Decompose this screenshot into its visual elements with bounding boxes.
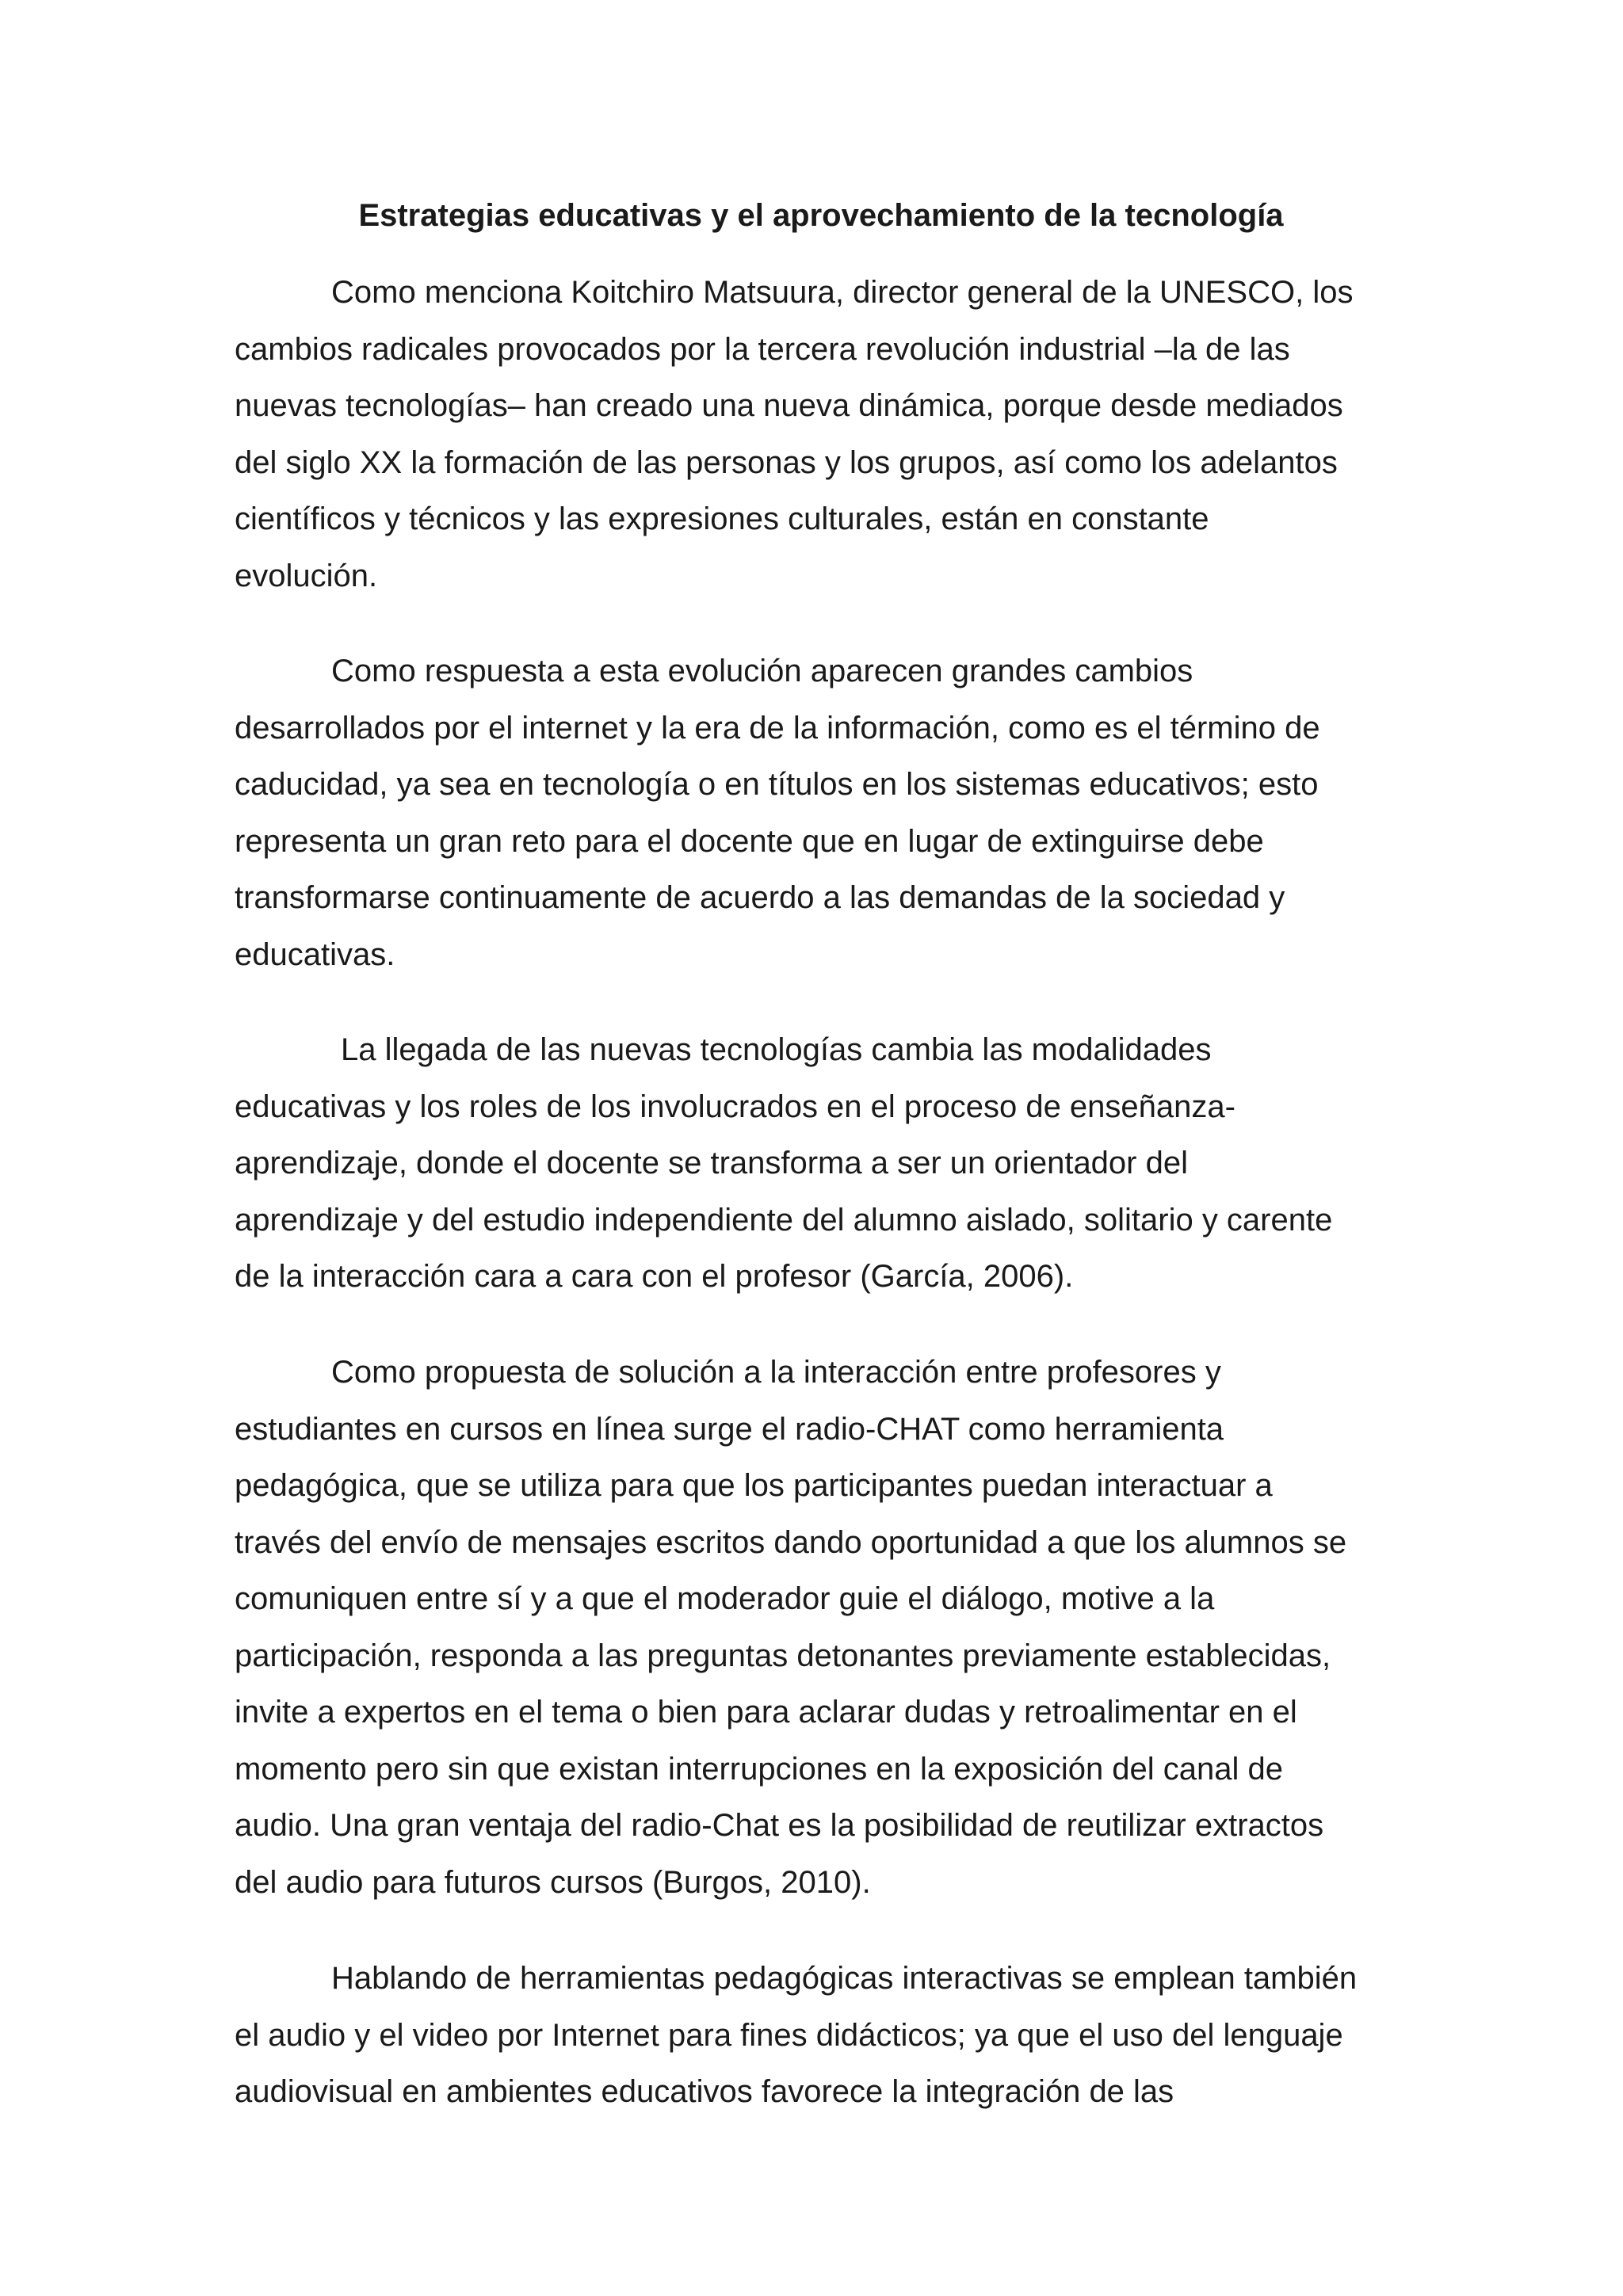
paragraph-line: evolución. [235, 558, 378, 593]
paragraph-line: educativas y los roles de los involucrados en el proceso de enseñanza- [235, 1089, 1235, 1124]
paragraph-line: de la interacción cara a cara con el profesor (García, 2006). [235, 1259, 1074, 1294]
paragraph-line: través del envío de mensajes escritos dando oportunidad a que los alumnos se [235, 1524, 1347, 1560]
paragraph-line: aprendizaje y del estudio independiente del alumno aislado, solitario y carente [235, 1202, 1333, 1238]
paragraph-line: audio. Una gran ventaja del radio-Chat es la posibilidad de reutilizar extractos [235, 1808, 1324, 1843]
paragraph-line: comuniquen entre sí y a que el moderador guie el diálogo, motive a la [235, 1581, 1215, 1616]
paragraph-line: audiovisual en ambientes educativos favorece la integración de las [235, 2074, 1174, 2109]
paragraph-line: caducidad, ya sea en tecnología o en títulos en los sistemas educativos; esto [235, 767, 1319, 802]
paragraph-line: estudiantes en cursos en línea surge el radio-CHAT como herramienta [235, 1411, 1224, 1447]
paragraph-line: Como propuesta de solución a la interacción entre profesores y [331, 1355, 1221, 1390]
paragraph-line: invite a expertos en el tema o bien para aclarar dudas y retroalimentar en el [235, 1695, 1297, 1730]
paragraph-4 [235, 1344, 1346, 1911]
document-title: Estrategias educativas y el aprovechamiento de la tecnología [358, 198, 1284, 233]
paragraph-line: desarrollados por el internet y la era de la información, como es el término de [235, 710, 1320, 746]
paragraph-line: científicos y técnicos y las expresiones culturales, están en constante [235, 502, 1209, 536]
paragraph-line: aprendizaje, donde el docente se transforma a ser un orientador del [235, 1146, 1188, 1180]
paragraph-line: el audio y el video por Internet para fines didácticos; ya que el uso del lenguaje [235, 2017, 1343, 2053]
paragraph-1 [235, 265, 1353, 605]
paragraph-line: transformarse continuamente de acuerdo a las demandas de la sociedad y [235, 880, 1285, 915]
paragraph-line: cambios radicales provocados por la tercera revolución industrial –la de las [235, 331, 1290, 367]
paragraph-2 [235, 643, 1320, 983]
paragraph-5 [235, 1951, 1357, 2121]
paragraph-line: nuevas tecnologías– han creado una nueva dinámica, porque desde mediados [235, 388, 1343, 423]
paragraph-line: Como menciona Koitchiro Matsuura, director general de la UNESCO, los [331, 275, 1354, 310]
paragraph-line: momento pero sin que existan interrupciones en la exposición del canal de [235, 1751, 1284, 1787]
paragraph-line: pedagógica, que se utiliza para que los participantes puedan interactuar a [235, 1468, 1273, 1503]
paragraph-line: del audio para futuros cursos (Burgos, 2010). [235, 1864, 871, 1900]
paragraph-line: Como respuesta a esta evolución aparecen grandes cambios [331, 654, 1193, 688]
paragraph-line: participación, responda a las preguntas detonantes previamente establecidas, [235, 1638, 1331, 1673]
paragraph-line: del siglo XX la formación de las personas y los grupos, así como los adelantos [235, 444, 1338, 480]
paragraph-line: Hablando de herramientas pedagógicas interactivas se emplean también [331, 1961, 1358, 1996]
paragraph-3 [235, 1022, 1332, 1306]
paragraph-line: representa un gran reto para el docente que en lugar de extinguirse debe [235, 823, 1264, 859]
paragraph-line: La llegada de las nuevas tecnologías cambia las modalidades [341, 1032, 1212, 1067]
paragraph-line: educativas. [235, 936, 395, 972]
